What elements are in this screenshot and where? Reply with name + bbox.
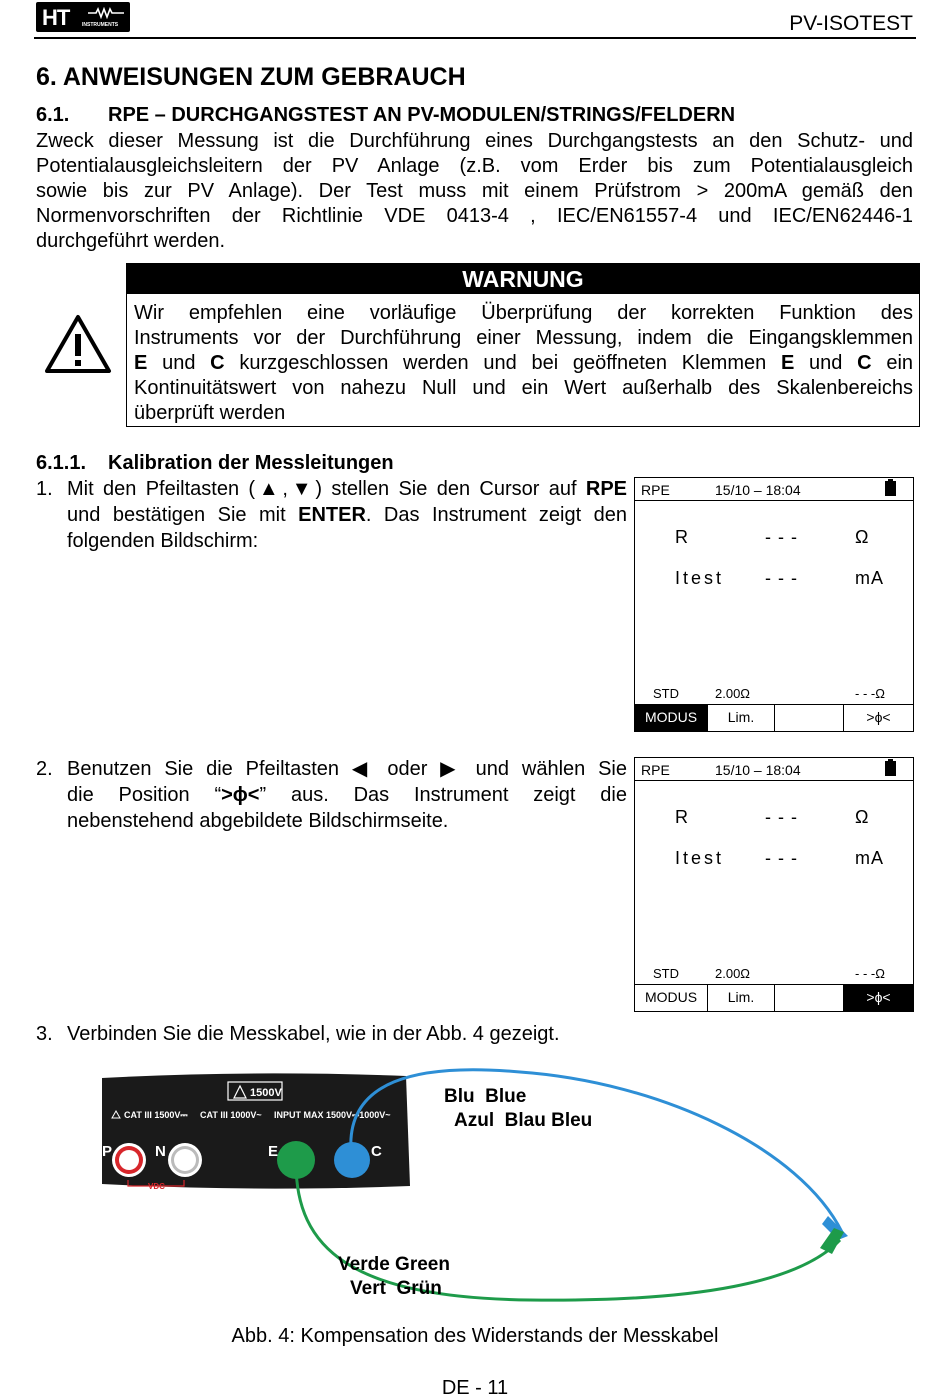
green-label-2: Vert Grün <box>350 1278 442 1299</box>
current-unit: mA <box>855 848 884 868</box>
step-number: 1. <box>36 478 53 500</box>
step-line: folgenden Bildschirm: <box>67 530 259 552</box>
warning-text-run: und <box>794 352 858 374</box>
resistance-value: - - - <box>765 807 798 827</box>
terminal-e-label: E <box>268 1143 279 1160</box>
menu-modus[interactable]: MODUS <box>635 705 708 731</box>
screen-mode: RPE <box>641 482 670 498</box>
green-label-1: Verde Green <box>338 1254 450 1275</box>
resistance-unit: Ω <box>855 527 870 547</box>
warning-text <box>134 301 913 426</box>
subsubsection-text: Kalibration der Messleitungen <box>108 452 394 474</box>
menu-lim[interactable]: Lim. <box>708 985 775 1011</box>
step-line: Mit den Pfeiltasten (▲,▼) stellen Sie den Cursor auf RPE <box>67 478 627 500</box>
warning-box <box>126 263 920 427</box>
resistance-unit: Ω <box>855 807 870 827</box>
panel-cat1: CAT III 1500V⎓ <box>124 1110 188 1120</box>
logo-wave-icon <box>88 7 124 19</box>
intro-line: sowie bis zur PV Anlage). Der Test muss mit einem Prüfstrom > 200mA gemäß den <box>36 180 913 202</box>
step-text <box>67 1022 767 1048</box>
warning-text-run: ein <box>871 352 914 374</box>
figure-caption: Abb. 4: Kompensation des Widerstands der Messkabel <box>231 1325 719 1347</box>
subsubsection-title <box>36 452 394 475</box>
intro-line: Normenvorschriften der Richtlinie VDE 0413-4 , IEC/EN61557-4 und IEC/EN62446-1 <box>36 205 913 227</box>
screen-datetime: 15/10 – 18:04 <box>715 762 801 778</box>
section-title: 6. ANWEISUNGEN ZUM GEBRAUCH <box>36 63 466 91</box>
terminal-c: C <box>857 352 872 374</box>
blue-label-1: Blu Blue <box>444 1086 527 1107</box>
page-number: DE - 11 <box>441 1377 509 1399</box>
subsection-title <box>36 104 735 127</box>
logo-sub-text: INSTRUMENTS <box>82 22 119 28</box>
step-line: Verbinden Sie die Messkabel, wie in der Abb. 4 gezeigt. <box>67 1023 560 1045</box>
screen-menu-bar <box>635 984 913 1011</box>
instrument-screen-2 <box>634 757 914 1012</box>
resistance-label: R <box>675 527 689 547</box>
logo-text: HT <box>42 5 70 30</box>
warning-line <box>134 376 913 401</box>
warning-line <box>134 326 913 351</box>
step-line: nebenstehend abgebildete Bildschirmseite. <box>67 810 449 832</box>
menu-lim[interactable]: Lim. <box>708 705 775 731</box>
current-value: - - - <box>765 848 798 868</box>
ht-logo <box>36 2 130 32</box>
screen-status-bar <box>635 478 913 501</box>
menu-empty <box>775 705 844 731</box>
warning-line <box>134 401 913 426</box>
resistance-value: - - - <box>765 527 798 547</box>
std-label: STD <box>653 966 679 981</box>
warning-line <box>134 351 913 376</box>
offset-value: - - -Ω <box>855 966 885 981</box>
intro-line: Zweck dieser Messung ist die Durchführung eines Durchgangstests an den Schutz- und <box>36 130 913 152</box>
battery-icon <box>885 481 896 496</box>
warning-text-run: überprüft werden <box>134 402 286 424</box>
terminal-p-label: P <box>102 1143 113 1160</box>
subsection-text: RPE – DURCHGANGSTEST AN PV-MODULEN/STRINGS/FELDERN <box>108 104 736 126</box>
terminal-p-core <box>119 1150 139 1170</box>
screen-datetime: 15/10 – 18:04 <box>715 482 801 498</box>
product-name: PV-ISOTEST <box>789 12 913 35</box>
screen-status-bar <box>635 758 913 781</box>
intro-line: durchgeführt werden. <box>36 230 226 252</box>
step-line: und bestätigen Sie mit ENTER. Das Instrument zeigt den <box>67 504 627 526</box>
terminal-n-core <box>174 1149 196 1171</box>
screen-menu-bar <box>635 704 913 731</box>
step-text <box>67 757 627 835</box>
warning-text-run: kurzgeschlossen werden und bei geöffneten Klemmen <box>224 352 781 374</box>
warning-text-run: und <box>147 352 211 374</box>
warning-heading: WARNUNG <box>127 264 919 294</box>
current-value: - - - <box>765 568 798 588</box>
panel-voltage: 1500V <box>250 1087 282 1099</box>
current-label: Itest <box>675 848 725 868</box>
menu-empty <box>775 985 844 1011</box>
warning-text-run: Wir empfehlen eine vorläufige Überprüfung der korrekten Funktion des <box>134 302 913 324</box>
terminal-e-plug <box>277 1141 315 1179</box>
subsubsection-number: 6.1.1. <box>36 452 87 474</box>
warning-text-run: Instruments vor der Durchführung einer Messung, indem die Eingangsklemmen <box>134 327 913 349</box>
intro-paragraph <box>36 129 913 254</box>
connection-figure <box>100 1068 860 1308</box>
intro-line: Potentialausgleichsleitern der PV Anlage (z.B. vom Erder bis zum Potentialausgleich <box>36 155 913 177</box>
step-number: 2. <box>36 758 53 780</box>
instrument-screen-1 <box>634 477 914 732</box>
blue-cable <box>351 1070 842 1232</box>
terminal-n-label: N <box>155 1143 166 1160</box>
screen-mode: RPE <box>641 762 670 778</box>
blue-label-2: Azul Blau Bleu <box>454 1110 593 1131</box>
step-line: die Position “>ϕ<” aus. Das Instrument zeigt die <box>67 784 627 806</box>
offset-value: - - -Ω <box>855 686 885 701</box>
terminal-c-label: C <box>371 1143 382 1160</box>
terminal-c: C <box>210 352 225 374</box>
step-text <box>67 477 627 555</box>
std-value: 2.00Ω <box>715 686 751 701</box>
terminal-e: E <box>134 352 148 374</box>
warning-line <box>134 301 913 326</box>
battery-icon <box>885 761 896 776</box>
subsection-number: 6.1. <box>36 104 70 126</box>
warning-triangle-icon <box>44 314 112 374</box>
header-rule <box>34 37 916 39</box>
terminal-e: E <box>780 352 795 374</box>
menu-modus[interactable]: MODUS <box>635 985 708 1011</box>
std-value: 2.00Ω <box>715 966 751 981</box>
panel-input: INPUT MAX 1500V⎓1000V~ <box>274 1110 391 1120</box>
current-label: Itest <box>675 568 725 588</box>
step-number: 3. <box>36 1023 53 1045</box>
menu-calibration[interactable]: >ϕ< <box>844 985 913 1011</box>
panel-cat2: CAT III 1000V~ <box>200 1110 262 1120</box>
terminal-c-plug <box>334 1142 370 1178</box>
resistance-label: R <box>675 807 689 827</box>
vdc-label: VDC <box>148 1182 165 1191</box>
menu-calibration[interactable]: >ϕ< <box>866 709 891 725</box>
warning-text-run: Kontinuitätswert von nahezu Null und ein Wert außerhalb des Skalenbereichs <box>134 377 913 399</box>
step-line: Benutzen Sie die Pfeiltasten ◀ oder ▶ und wählen Sie <box>67 758 627 780</box>
current-unit: mA <box>855 568 884 588</box>
std-label: STD <box>653 686 679 701</box>
